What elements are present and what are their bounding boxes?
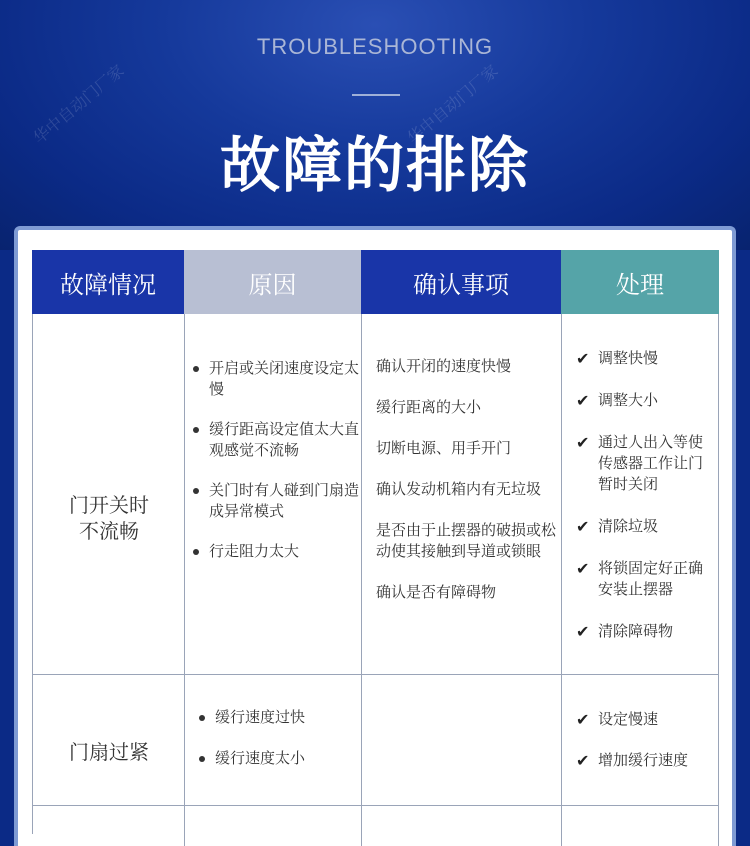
- fault-case-line: 门扇过紧: [69, 740, 149, 764]
- header-action: 处理: [561, 250, 719, 314]
- fault-case-line: 不流畅: [79, 519, 139, 543]
- list-item: ✔ 通过人出入等使传感器工作让门暂时关闭: [576, 433, 704, 493]
- cause-list: [199, 707, 359, 769]
- check-icon: ✔: [576, 349, 590, 368]
- bullet-icon: [199, 715, 205, 721]
- check-icon: ✔: [576, 391, 590, 410]
- check-icon: ✔: [576, 751, 590, 770]
- bullet-icon: [193, 427, 199, 433]
- hero-subtitle: TROUBLESHOOTING: [256, 34, 494, 59]
- list-item: ✔ 将锁固定好正确安装止摆器: [576, 559, 704, 598]
- list-item: 缓行速度太小: [199, 748, 359, 769]
- table-cell: [562, 806, 719, 846]
- check-icon: ✔: [576, 559, 590, 578]
- list-item: ✔ 清除垃圾: [576, 517, 659, 536]
- action-list: [576, 348, 716, 642]
- check-icon: ✔: [576, 622, 590, 641]
- table-cell: [362, 675, 562, 806]
- confirm-list: [376, 356, 558, 603]
- list-item: 开启或关闭速度设定太慢: [193, 358, 359, 400]
- list-item: 确认发动机箱内有无垃圾: [376, 480, 542, 498]
- list-item: 确认开闭的速度快慢: [376, 357, 512, 375]
- action-list: [576, 709, 716, 771]
- check-icon: ✔: [576, 517, 590, 536]
- list-item: 缓行距离的大小: [376, 398, 482, 416]
- list-item: 确认是否有障碍物: [376, 583, 497, 601]
- watermark-center: 华中自动门厂家: [403, 60, 502, 148]
- header-cause: 原因: [184, 250, 361, 314]
- list-item: 缓行距高设定值太大直观感觉不流畅: [193, 419, 359, 461]
- list-item: ✔ 调整大小: [576, 391, 659, 410]
- table-body: [32, 314, 719, 834]
- fault-case: [33, 739, 185, 765]
- table-cell: [362, 806, 562, 846]
- list-item: ✔ 调整快慢: [576, 349, 659, 368]
- check-icon: ✔: [576, 433, 590, 452]
- list-item: 缓行速度过快: [199, 707, 359, 728]
- list-item: 是否由于止摆器的破损或松动使其接触到导道或锁眼: [376, 521, 557, 560]
- list-item: 切断电源、用手开门: [376, 439, 512, 457]
- watermark-left: 华中自动门厂家: [29, 60, 128, 148]
- bullet-icon: [193, 366, 199, 372]
- hero-banner: [0, 0, 750, 250]
- hero-divider: [352, 94, 400, 96]
- check-icon: ✔: [576, 710, 590, 729]
- header-fault-case: 故障情况: [32, 250, 184, 314]
- list-item: ✔ 增加缓行速度: [576, 751, 689, 770]
- page-title: 故障的排除: [220, 131, 530, 201]
- list-item: ✔ 设定慢速: [576, 710, 659, 729]
- header-confirm: 确认事项: [361, 250, 561, 314]
- fault-case-line: 门开关时: [69, 493, 149, 517]
- table-cell: [33, 806, 185, 846]
- list-item: ✔ 清除障碍物: [576, 622, 674, 641]
- table-cell: [185, 806, 362, 846]
- bullet-icon: [199, 756, 205, 762]
- bullet-icon: [193, 549, 199, 555]
- list-item: 关门时有人碰到门扇造成异常模式: [193, 480, 359, 522]
- bullet-icon: [193, 488, 199, 494]
- fault-case: [33, 492, 185, 544]
- list-item: 行走阻力太大: [193, 541, 359, 562]
- cause-list: [193, 358, 359, 562]
